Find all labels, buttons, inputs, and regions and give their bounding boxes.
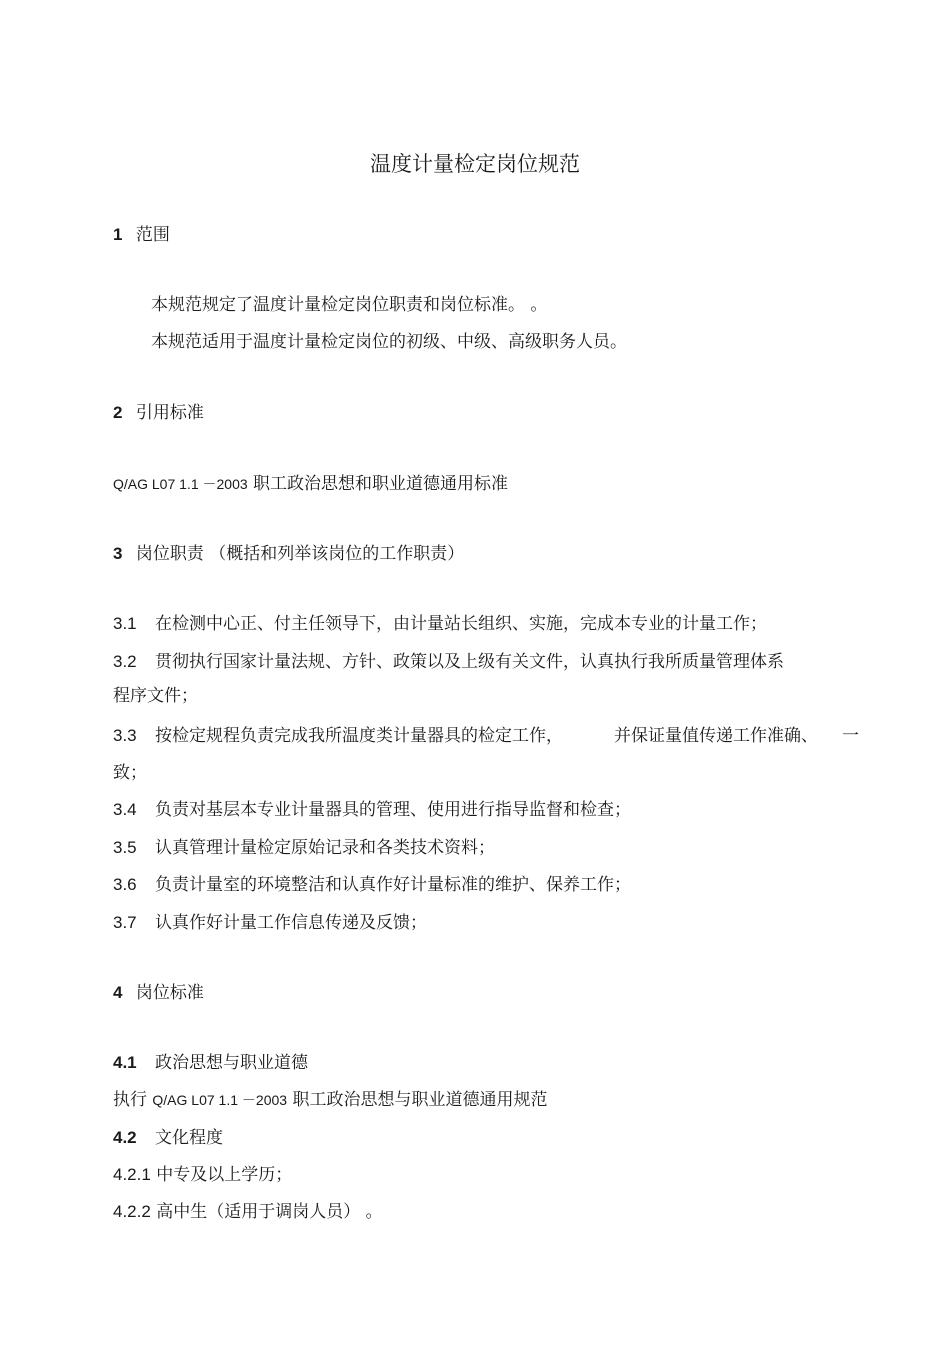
list-item [113,1164,292,1186]
line-prefix: 执行 [113,1090,147,1110]
subsection-4-2-heading [113,1127,223,1149]
item-text: 中专及以上学历； [156,1165,293,1185]
standard-line [113,1089,547,1111]
subsection-title: 政治思想与职业道德 [155,1053,308,1073]
item-text-part: 并保证量值传递工作准确、 [614,726,818,746]
list-item [113,651,784,673]
item-number: 3.2 [113,652,137,671]
document-title: 温度计量检定岗位规范 [370,152,580,176]
section-title: 岗位职责 （概括和列举该岗位的工作职责） [135,544,465,564]
standard-code: Q/AG L07 1.1 －2003 [152,1092,288,1108]
item-text: 贯彻执行国家计量法规、方针、政策以及上级有关文件，认真执行我所质量管理体系 [155,652,784,672]
list-item [113,613,767,635]
section-number: 4 [113,983,123,1002]
item-text: 按检定规程负责完成我所温度类计量器具的检定工作， [155,726,563,746]
list-item [113,837,495,859]
standard-code: Q/AG L07 1.1 －2003 [113,476,248,492]
standard-title: 职工政治思想与职业道德通用规范 [292,1090,548,1110]
reference-standard [113,473,508,495]
subsection-4-1-heading [113,1052,308,1074]
section-1-heading [113,224,170,246]
item-number: 3.1 [113,614,137,633]
list-item [113,799,631,821]
section-number: 1 [113,225,123,244]
item-continuation: 致； [113,763,147,783]
list-item [113,912,427,934]
section-title: 岗位标准 [135,983,204,1003]
standard-title: 职工政治思想和职业道德通用标准 [253,474,509,494]
item-text: 在检测中心正、付主任领导下，由计量站长组织、实施，完成本专业的计量工作； [155,614,767,634]
item-text: 负责计量室的环境整洁和认真作好计量标准的维护、保养工作； [155,875,631,895]
item-number: 3.3 [113,726,137,745]
item-text: 认真管理计量检定原始记录和各类技术资料； [155,838,495,858]
item-continuation: 程序文件； [113,686,198,706]
item-number: 4.2.1 [113,1165,151,1184]
section-2-heading [113,402,204,424]
item-text: 认真作好计量工作信息传递及反馈； [155,913,427,933]
section-3-heading [113,543,464,565]
list-item [113,725,563,747]
item-number: 4.2.2 [113,1202,151,1221]
paragraph: 本规范适用于温度计量检定岗位的初级、中级、高级职务人员。 [151,332,627,352]
section-number: 2 [113,403,123,422]
section-title: 引用标准 [135,403,204,423]
item-number: 3.6 [113,875,137,894]
subsection-title: 文化程度 [155,1128,223,1148]
item-text: 高中生（适用于调岗人员） 。 [156,1202,383,1222]
paragraph: 本规范规定了温度计量检定岗位职责和岗位标准。 。 [151,295,548,315]
subsection-number: 4.2 [113,1128,137,1147]
item-number: 3.5 [113,838,137,857]
section-number: 3 [113,544,123,563]
section-title: 范围 [135,225,170,245]
item-number: 3.7 [113,913,137,932]
subsection-number: 4.1 [113,1053,137,1072]
item-text: 负责对基层本专业计量器具的管理、使用进行指导监督和检查； [155,800,631,820]
item-number: 3.4 [113,800,137,819]
list-item [113,1201,383,1223]
item-text-part: 一 [842,726,859,746]
section-4-heading [113,982,204,1004]
list-item [113,874,631,896]
